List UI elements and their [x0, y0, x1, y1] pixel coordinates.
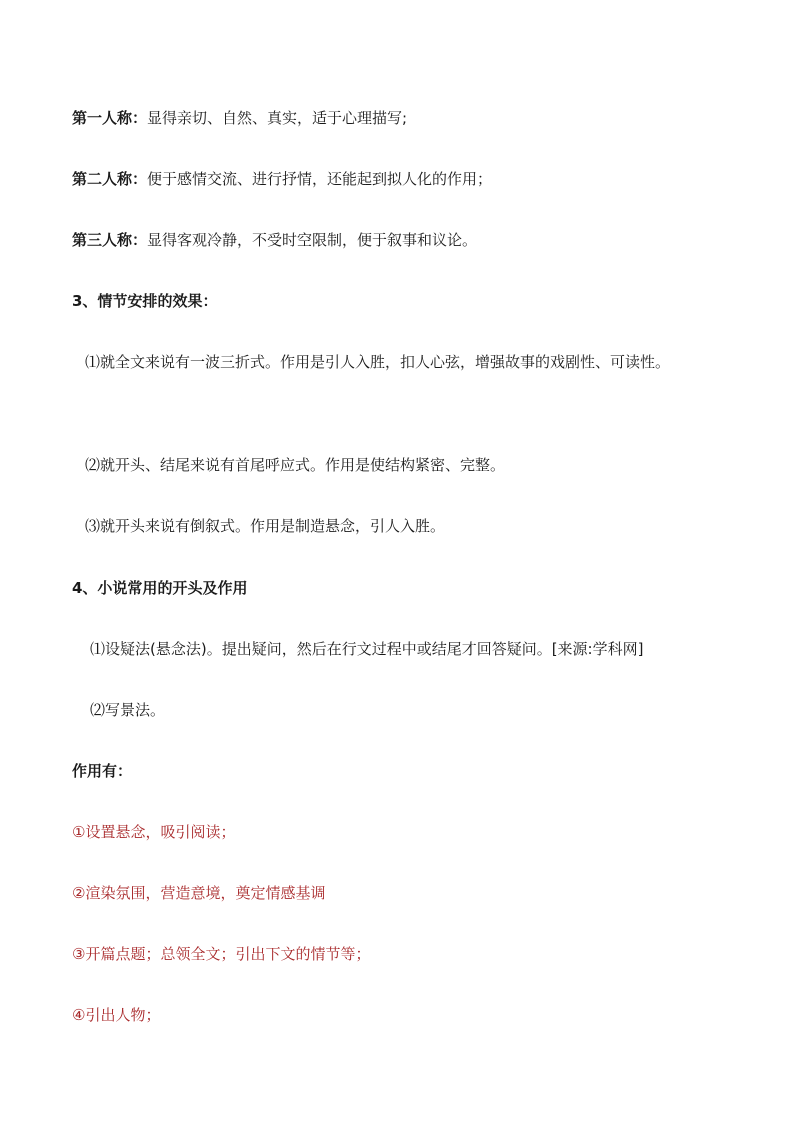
section3-item-2: ⑵就开头、结尾来说有首尾呼应式。作用是使结构紧密、完整。	[85, 456, 506, 474]
effect-item-4: ④引出人物；	[72, 1006, 161, 1024]
person-first-desc: 显得亲切、自然、真实，适于心理描写;	[147, 109, 408, 127]
person-third-term: 第三人称：	[72, 231, 148, 249]
person-second-term: 第二人称：	[72, 170, 148, 188]
section4-heading: 4、小说常用的开头及作用	[72, 579, 248, 597]
effect-item-3: ③开篇点题；总领全文；引出下文的情节等；	[72, 945, 371, 963]
section4-item-1: ⑴设疑法(悬念法)。提出疑问，然后在行文过程中或结尾才回答疑问。[来源:学科网]	[90, 640, 644, 658]
section4-item-2: ⑵写景法。	[90, 701, 166, 719]
section3-heading: 3、情节安排的效果：	[72, 292, 218, 310]
person-third	[72, 230, 477, 250]
effects-heading: 作用有：	[72, 762, 133, 780]
effect-item-1: ①设置悬念，吸引阅读；	[72, 823, 236, 841]
person-first	[72, 108, 407, 128]
person-second-desc: 便于感情交流、进行抒情，还能起到拟人化的作用；	[147, 170, 493, 188]
section3-item-1: ⑴就全文来说有一波三折式。作用是引人入胜，扣人心弦，增强故事的戏剧性、可读性。	[85, 353, 671, 371]
section3-item-3: ⑶就开头来说有倒叙式。作用是制造悬念，引人入胜。	[85, 517, 446, 535]
effect-item-2: ②渲染氛围，营造意境，奠定情感基调	[72, 884, 326, 902]
person-second	[72, 169, 492, 189]
person-third-desc: 显得客观冷静，不受时空限制，便于叙事和议论。	[147, 231, 478, 249]
person-first-term: 第一人称：	[72, 109, 148, 127]
